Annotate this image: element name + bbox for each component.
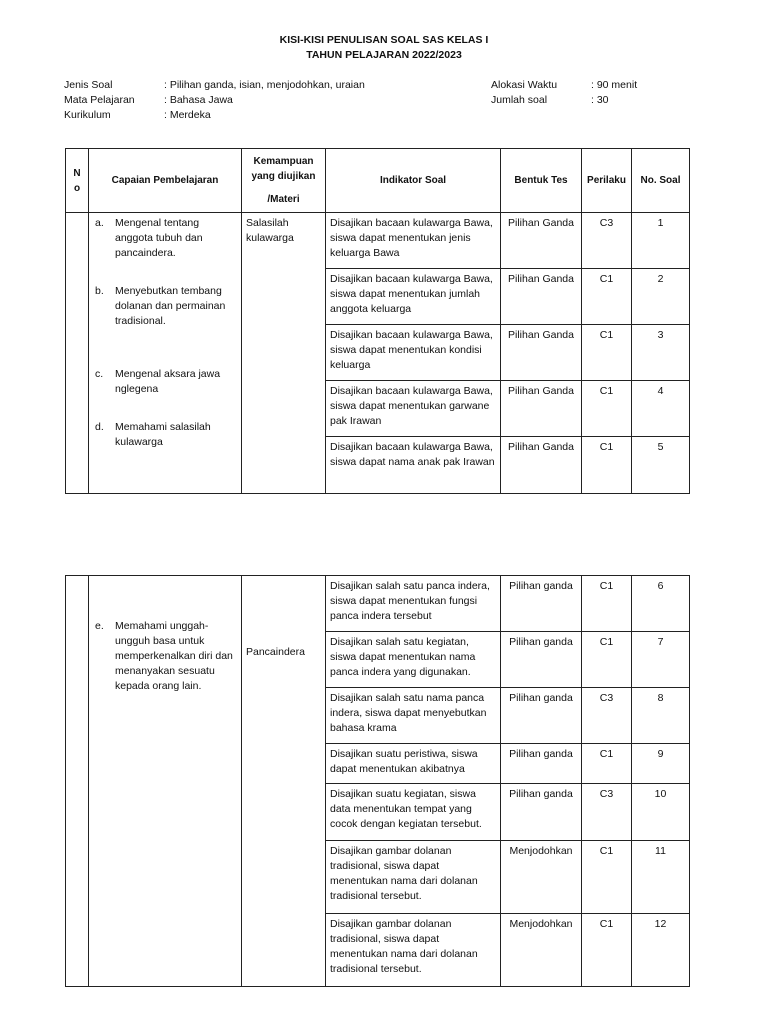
capaian-text: Memahami salasilah kulawarga (115, 421, 211, 448)
meta-value: : Bahasa Jawa (164, 94, 233, 106)
capaian-item-b (95, 284, 237, 329)
no-cell (66, 213, 89, 494)
perilaku-cell: C3 (582, 213, 632, 269)
perilaku-cell: C1 (582, 269, 632, 325)
bentuk-cell: Pilihan Ganda (501, 213, 582, 269)
bentuk-cell: Menjodohkan (501, 841, 582, 914)
meta-value: : Merdeka (164, 109, 211, 121)
indikator-cell: Disajikan bacaan kulawarga Bawa, siswa dapat menentukan kondisi keluarga (326, 325, 501, 381)
capaian-item-e (95, 619, 237, 694)
capaian-text: Mengenal aksara jawa nglegena (115, 368, 221, 395)
header-perilaku: Perilaku (582, 149, 632, 213)
capaian-letter: d. (95, 421, 104, 433)
table-row (66, 213, 690, 269)
indikator-cell: Disajikan salah satu nama panca indera, siswa dapat menyebutkan bahasa krama (326, 688, 501, 744)
perilaku-cell: C1 (582, 437, 632, 494)
no-cell (66, 576, 89, 987)
meta-row-jenis-soal (64, 78, 365, 93)
nosoal-cell: 5 (632, 437, 690, 494)
perilaku-cell: C3 (582, 784, 632, 841)
indikator-cell: Disajikan bacaan kulawarga Bawa, siswa dapat nama anak pak Irawan (326, 437, 501, 494)
capaian-cell (89, 576, 242, 987)
nosoal-cell: 9 (632, 744, 690, 784)
perilaku-cell: C1 (582, 744, 632, 784)
meta-row-jumlah-soal (491, 93, 637, 108)
bentuk-cell: Pilihan ganda (501, 688, 582, 744)
header-no: N o (66, 149, 89, 213)
meta-row-alokasi-waktu (491, 78, 637, 93)
indikator-cell: Disajikan bacaan kulawarga Bawa, siswa dapat menentukan jenis keluarga Bawa (326, 213, 501, 269)
materi-cell: Salasilah kulawarga (242, 213, 326, 494)
capaian-item-d (95, 420, 237, 450)
nosoal-cell: 2 (632, 269, 690, 325)
indikator-cell: Disajikan salah satu kegiatan, siswa dapat menentukan nama panca indera yang digunakan. (326, 632, 501, 688)
capaian-letter: a. (95, 217, 104, 229)
indikator-cell: Disajikan gambar dolanan tradisional, siswa dapat menentukan nama dari dolanan tradisional tersebut. (326, 841, 501, 914)
header-bentuk: Bentuk Tes (501, 149, 582, 213)
nosoal-cell: 6 (632, 576, 690, 632)
bentuk-cell: Pilihan ganda (501, 744, 582, 784)
nosoal-cell: 8 (632, 688, 690, 744)
meta-value: : Pilihan ganda, isian, menjodohkan, uraian (164, 79, 365, 91)
perilaku-cell: C1 (582, 632, 632, 688)
kisi-kisi-table-1 (65, 148, 690, 494)
meta-left (64, 78, 365, 123)
header-nosoal: No. Soal (632, 149, 690, 213)
indikator-cell: Disajikan suatu peristiwa, siswa dapat menentukan akibatnya (326, 744, 501, 784)
meta-key: Alokasi Waktu (491, 79, 558, 91)
materi-text: Pancaindera (246, 646, 305, 658)
table-header-row (66, 149, 690, 213)
perilaku-cell: C3 (582, 688, 632, 744)
capaian-item-c (95, 367, 237, 397)
capaian-text: Mengenal tentang anggota tubuh dan pancaindera. (115, 217, 203, 259)
header-indikator: Indikator Soal (326, 149, 501, 213)
meta-value: : 90 menit (591, 79, 638, 91)
meta-key: Jumlah soal (491, 94, 548, 106)
perilaku-cell: C1 (582, 914, 632, 987)
indikator-cell: Disajikan bacaan kulawarga Bawa, siswa dapat menentukan jumlah anggota keluarga (326, 269, 501, 325)
meta-row-kurikulum (64, 108, 365, 123)
nosoal-cell: 11 (632, 841, 690, 914)
kisi-kisi-table-2 (65, 575, 690, 987)
capaian-text: Memahami unggah-ungguh basa untuk memperkenalkan diri dan menanyakan sesuatu kepada orang lain. (115, 620, 233, 692)
nosoal-cell: 1 (632, 213, 690, 269)
perilaku-cell: C1 (582, 325, 632, 381)
header-kemampuan-line2: /Materi (267, 194, 300, 205)
document-title: KISI-KISI PENULISAN SOAL SAS KELAS I (279, 34, 489, 46)
materi-cell (242, 576, 326, 987)
perilaku-cell: C1 (582, 381, 632, 437)
meta-key: Kurikulum (64, 109, 111, 121)
indikator-cell: Disajikan suatu kegiatan, siswa data menentukan tempat yang cocok dengan kegiatan tersebut. (326, 784, 501, 841)
bentuk-cell: Pilihan ganda (501, 632, 582, 688)
bentuk-cell: Menjodohkan (501, 914, 582, 987)
document-subtitle: TAHUN PELAJARAN 2022/2023 (306, 49, 462, 61)
meta-row-mata-pelajaran (64, 93, 365, 108)
header-kemampuan (242, 149, 326, 213)
meta-key: Jenis Soal (64, 79, 113, 91)
capaian-letter: e. (95, 620, 104, 632)
nosoal-cell: 3 (632, 325, 690, 381)
bentuk-cell: Pilihan Ganda (501, 325, 582, 381)
capaian-item-a (95, 216, 237, 261)
header-capaian: Capaian Pembelajaran (89, 149, 242, 213)
meta-value: : 30 (591, 94, 609, 106)
perilaku-cell: C1 (582, 576, 632, 632)
capaian-text: Menyebutkan tembang dolanan dan permainan tradisional. (115, 285, 226, 327)
header-kemampuan-line1: Kemampuan yang diujikan (251, 156, 316, 182)
capaian-letter: c. (95, 368, 104, 380)
indikator-cell: Disajikan salah satu panca indera, siswa dapat menentukan fungsi panca indera tersebut (326, 576, 501, 632)
meta-right (491, 78, 637, 108)
indikator-cell: Disajikan bacaan kulawarga Bawa, siswa dapat menentukan garwane pak Irawan (326, 381, 501, 437)
nosoal-cell: 10 (632, 784, 690, 841)
nosoal-cell: 12 (632, 914, 690, 987)
bentuk-cell: Pilihan Ganda (501, 437, 582, 494)
nosoal-cell: 4 (632, 381, 690, 437)
capaian-cell (89, 213, 242, 494)
bentuk-cell: Pilihan ganda (501, 784, 582, 841)
table-row (66, 576, 690, 632)
bentuk-cell: Pilihan ganda (501, 576, 582, 632)
nosoal-cell: 7 (632, 632, 690, 688)
meta-key: Mata Pelajaran (64, 94, 135, 106)
perilaku-cell: C1 (582, 841, 632, 914)
capaian-letter: b. (95, 285, 104, 297)
bentuk-cell: Pilihan Ganda (501, 269, 582, 325)
bentuk-cell: Pilihan Ganda (501, 381, 582, 437)
indikator-cell: Disajikan gambar dolanan tradisional, siswa dapat menentukan nama dari dolanan tradisional tersebut. (326, 914, 501, 987)
